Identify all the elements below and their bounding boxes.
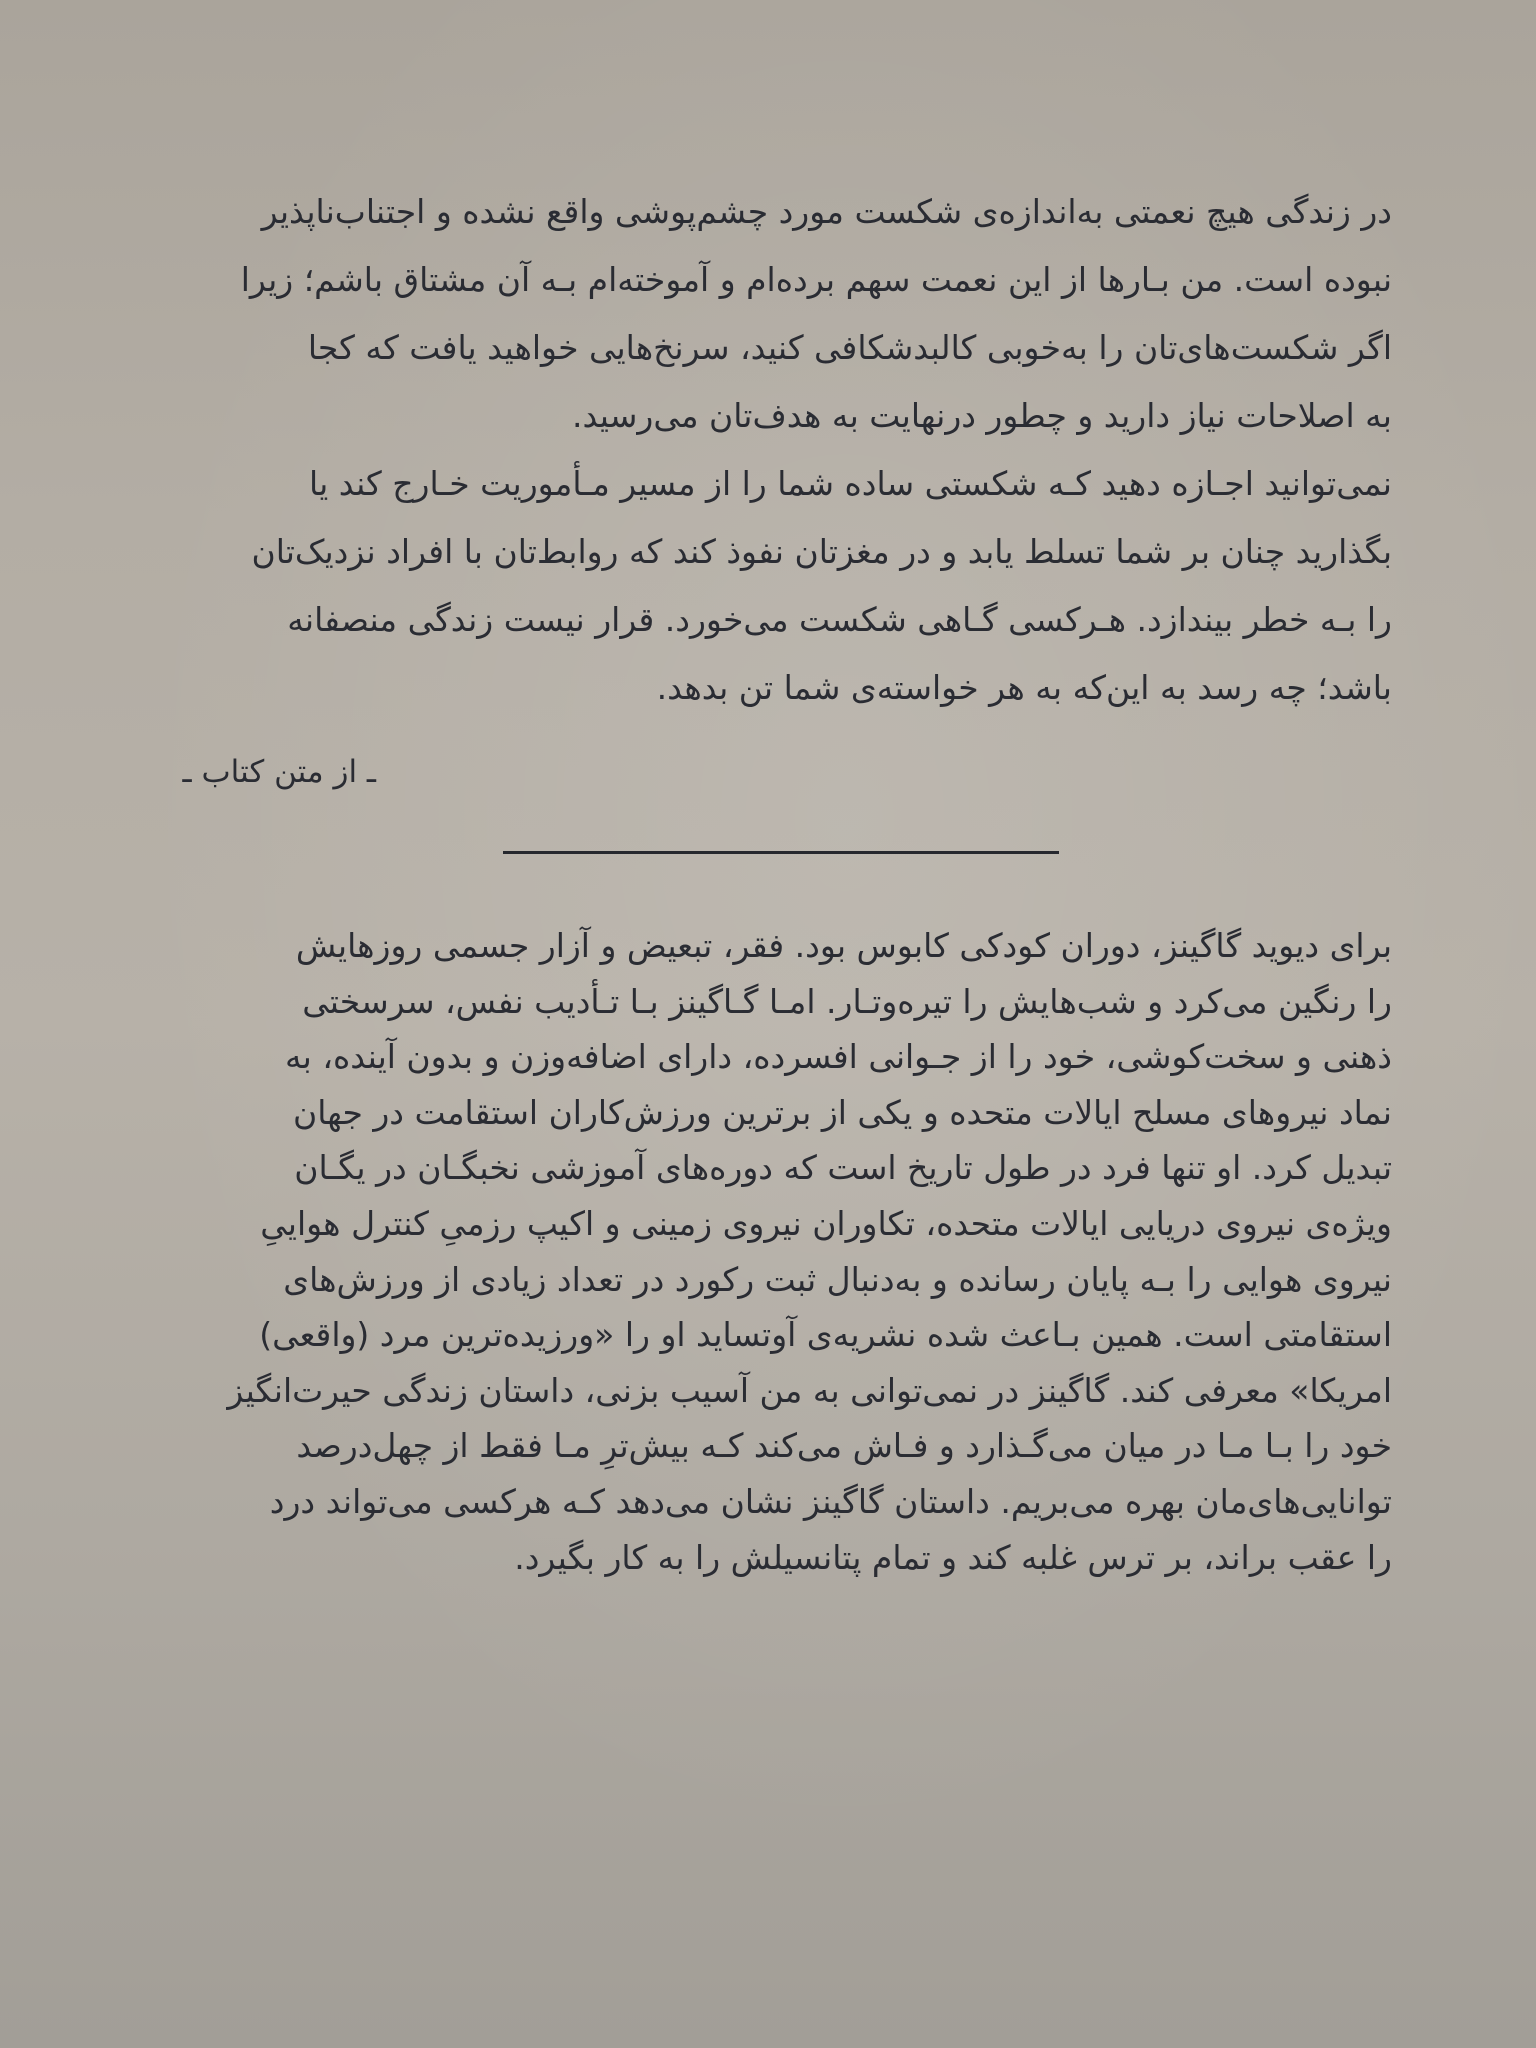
bio-line: خود را بـا مـا در میان می‌گـذارد و فـاش می‌کند کـه بیش‌ترِ مـا فقط از چهل‌درصد — [296, 1426, 1392, 1466]
bio-line: استقامتی است. همین بـاعث شده نشریه‌ی آوتساید او را «ورزیده‌ترین مرد (واقعی) — [259, 1315, 1392, 1355]
quote-line: بگذارید چنان بر شما تسلط یابد و در مغزتان نفوذ کند که روابط‌تان با افراد نزدیک‌تان — [251, 532, 1392, 571]
quote-line: نبوده است. من بـارها از این نعمت سهم برده‌ام و آموخته‌ام بـه آن مشتاق باشم؛ زیرا — [240, 260, 1392, 299]
bio-line: را عقب براند، بر ترس غلبه کند و تمام پتانسیلش را به کار بگیرد. — [514, 1537, 1392, 1577]
quote-line: نمی‌توانید اجـازه دهید کـه شکستی ساده شما را از مسیر مـأموریت خـارج کند یا — [309, 464, 1392, 503]
quote-line: به اصلاحات نیاز دارید و چطور درنهایت به هدف‌تان می‌رسید. — [571, 396, 1392, 435]
bio-line: توانایی‌های‌مان بهره می‌بریم. داستان گاگینز نشان می‌دهد کـه هرکسی می‌تواند درد — [269, 1481, 1392, 1521]
bio-line: برای دیوید گاگینز، دوران کودکی کابوس بود. فقر، تبعیض و آزار جسمی روزهایش — [295, 926, 1392, 965]
author-bio — [130, 918, 1392, 1585]
bio-line: ذهنی و سخت‌کوشی، خود را از جـوانی افسرده، دارای اضافه‌وزن و بدون آینده، به — [284, 1037, 1392, 1077]
quote-line: باشد؛ چه رسد به این‌که به هر خواسته‌ی شما تن بدهد. — [656, 668, 1392, 707]
quote-line: اگر شکست‌های‌تان را به‌خوبی کالبدشکافی کنید، سرنخ‌هایی خواهید یافت که کجا — [307, 328, 1392, 367]
bio-line: نماد نیروهای مسلح ایالات متحده و یکی از برترین ورزش‌کاران استقامت در جهان — [292, 1092, 1392, 1132]
quote-line: را بـه خطر بیندازد. هـرکسی گـاهی شکست می‌خورد. قرار نیست زندگی منصفانه — [287, 600, 1392, 639]
bio-line: ویژه‌ی نیروی دریایی ایالات متحده، تکاوران نیروی زمینی و اکیپ رزمیِ کنترل هواییِ — [260, 1203, 1392, 1243]
quote-line: در زندگی هیچ نعمتی به‌اندازه‌ی شکست مورد چشم‌پوشی واقع نشده و اجتناب‌ناپذیر — [261, 192, 1392, 231]
book-excerpt-quote — [130, 178, 1392, 722]
quote-attribution: ـ از متن کتاب ـ — [182, 754, 376, 790]
bio-line: تبدیل کرد. او تنها فرد در طول تاریخ است که دوره‌های آموزشی نخبگـان در یگـان — [294, 1148, 1392, 1188]
section-divider — [503, 851, 1059, 854]
bio-line: نیروی هوایی را بـه پایان رسانده و به‌دنبال ثبت رکورد در تعداد زیادی از ورزش‌های — [283, 1259, 1392, 1299]
bio-line: را رنگین می‌کرد و شب‌هایش را تیره‌وتـار. امـا گـاگینز بـا تـأدیب نفس، سرسختی — [302, 981, 1392, 1021]
bio-line: امریکا» معرفی کند. گاگینز در نمی‌توانی به من آسیب بزنی، داستان زندگی حیرت‌انگیز — [227, 1370, 1392, 1410]
